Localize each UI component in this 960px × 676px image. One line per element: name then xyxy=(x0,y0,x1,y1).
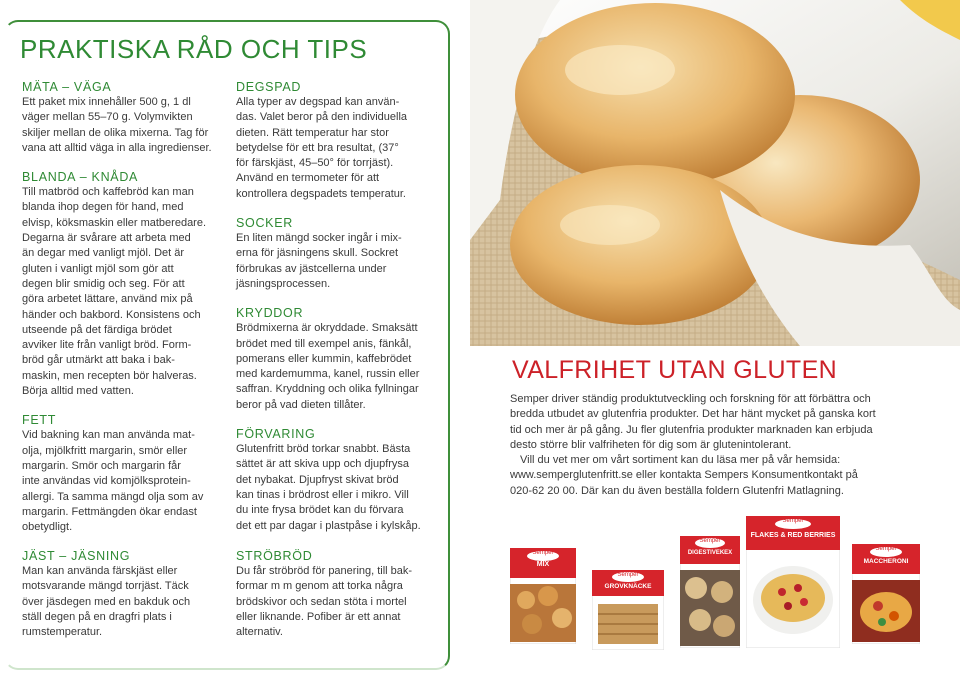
text-line: än degar med vanligt mjöl. Det är xyxy=(22,247,185,260)
text-line: över jäsdegen med en bakduk och xyxy=(22,595,191,608)
text-line: rumstemperatur. xyxy=(22,626,103,639)
text-line: motsvarande mängd torrjäst. Täck xyxy=(22,580,189,593)
text-line: Börja alltid med vatten. xyxy=(22,385,134,398)
section-text xyxy=(22,95,222,156)
text-line: utseende på det färdiga brödet xyxy=(22,323,172,336)
section-text xyxy=(236,442,442,534)
text-line: det nybakat. Djupfryst skivat bröd xyxy=(236,473,399,486)
text-line: brödskivor och sedan stöta i mortel xyxy=(236,595,407,608)
text-line: das. Valet beror på den individuella xyxy=(236,111,408,124)
product-package-maccheroni xyxy=(852,544,920,649)
column-1 xyxy=(22,80,222,549)
column-2 xyxy=(236,80,442,548)
text-line: 020-62 20 00. Där kan du även beställa foldern Glutenfri Matlagning. xyxy=(510,484,844,497)
text-line: allergi. Ta samma mängd olja som av xyxy=(22,490,204,503)
text-line: bröd går utmärkt att baka i bak- xyxy=(22,354,175,367)
text-line: blanda ihop degen för hand, med xyxy=(22,201,184,214)
text-line: kan tinas i brödrost eller i mikro. Vill xyxy=(236,488,409,501)
product-package-mix xyxy=(510,548,576,649)
product-package-grovknacke xyxy=(592,570,664,655)
text-line: En liten mängd socker ingår i mix- xyxy=(236,232,402,245)
section-kryddor xyxy=(236,306,442,413)
section-jast-jasning xyxy=(22,549,222,640)
text-line: göra arbetet lättare, använd mix på xyxy=(22,293,193,306)
section-text xyxy=(22,564,222,640)
text-line: Man kan använda färskjäst eller xyxy=(22,565,178,577)
text-line: desto större blir valfriheten för dig som är glutenintolerant. xyxy=(510,438,792,451)
section-heading: KRYDDOR xyxy=(236,306,304,321)
gluten-section-text xyxy=(510,392,920,499)
section-heading: MÄTA – VÄGA xyxy=(22,80,112,94)
section-degspad xyxy=(236,80,442,202)
product-name-label: MACCHERONI xyxy=(863,558,909,565)
text-line: Använd en termometer för att xyxy=(236,172,380,185)
section-forvaring xyxy=(236,427,442,534)
text-line: dieten. Rätt temperatur har stor xyxy=(236,126,389,139)
section-socker xyxy=(236,216,442,292)
section-heading: BLANDA – KNÅDA xyxy=(22,170,139,185)
section-text xyxy=(236,321,442,413)
product-row xyxy=(500,512,940,662)
column-3 xyxy=(22,549,222,654)
text-line: betydelse för ett bra resultat, (37° xyxy=(236,141,399,154)
product-brand-label: Semper xyxy=(532,550,554,556)
section-heading: FÖRVARING xyxy=(236,427,316,442)
text-line: Vill du vet mer om vårt sortiment kan du läsa mer på vår hemsida: xyxy=(520,454,841,467)
text-line: Alla typer av degspad kan använ- xyxy=(236,96,400,108)
text-line: olja, mjölkfritt margarin, smör eller xyxy=(22,444,188,457)
section-heading: STRÖBRÖD xyxy=(236,549,313,563)
text-line: sättet är att skiva upp och djupfrysa xyxy=(236,458,410,471)
text-line: kontrollera degspadets temperatur. xyxy=(236,187,406,200)
text-line: väger mellan 55–70 g. Volymvikten xyxy=(22,111,193,124)
text-line: avviker lite från vanligt bröd. Form- xyxy=(22,339,192,352)
product-brand-label: Semper xyxy=(875,546,897,552)
text-line: Du får ströbröd för panering, till bak- xyxy=(236,565,413,577)
page-title: PRAKTISKA RÅD OCH TIPS xyxy=(20,34,368,64)
section-heading: FETT xyxy=(22,413,57,428)
section-mata-vaga xyxy=(22,80,222,156)
gluten-section-title: VALFRIHET UTAN GLUTEN xyxy=(512,356,838,384)
product-package-flakes-red-berries xyxy=(746,516,840,653)
text-line: maskin, men recepten bör halveras. xyxy=(22,369,197,382)
section-text xyxy=(22,428,222,535)
text-line: du inte frysa brödet kan du förvara xyxy=(236,504,404,517)
text-line: www.semperglutenfritt.se eller kontakta Sempers Konsumentkontakt på xyxy=(510,469,858,482)
product-brand-label: Semper xyxy=(782,518,804,524)
bread-photo-illustration xyxy=(470,0,960,346)
product-name-label: GROVKNÄCKE xyxy=(604,583,652,590)
text-line: beror på vad dieten tillåter. xyxy=(236,398,366,411)
product-name-label: MIX xyxy=(536,561,550,568)
section-text xyxy=(236,564,442,640)
product-name-label: DIGESTIVEKEX xyxy=(687,550,733,556)
section-heading: DEGSPAD xyxy=(236,80,302,94)
product-brand-label: Semper xyxy=(617,572,639,578)
text-line: för färskjäst, 45–50° för torrjäst). xyxy=(236,157,394,170)
bread-photo xyxy=(470,0,960,346)
text-line: jäsningsprocessen. xyxy=(236,277,331,290)
text-line: Till matbröd och kaffebröd kan man xyxy=(22,186,194,199)
text-line: margarin. Smör och margarin får xyxy=(22,459,181,472)
text-line: Degarna är svårare att arbeta med xyxy=(22,232,191,245)
text-line: med kardemumma, kanel, russin eller xyxy=(236,368,420,381)
product-name-label: FLAKES & RED BERRIES xyxy=(750,532,836,539)
text-line: alternativ. xyxy=(236,626,283,639)
section-strobrod xyxy=(236,549,442,640)
gluten-paragraph-1 xyxy=(510,392,920,453)
text-line: elvisp, köksmaskin eller matberedare. xyxy=(22,216,207,229)
text-line: inte användas vid komjölksprotein- xyxy=(22,475,191,488)
text-line: gluten i vanligt mjöl som gör att xyxy=(22,262,174,275)
text-line: Vid bakning kan man använda mat- xyxy=(22,429,195,442)
text-line: skiljer mellan de olika mixerna. Tag för xyxy=(22,126,209,139)
section-heading: SOCKER xyxy=(236,216,293,231)
text-line: förbrukas av jästcellerna under xyxy=(236,262,387,275)
text-line: erna för jäsningens skull. Sockret xyxy=(236,247,399,260)
column-4 xyxy=(236,549,442,654)
text-line: tid och mer är på gång. Ju fler glutenfria produkter marknaden kan erbjuda xyxy=(510,423,873,436)
text-line: vana att alltid väga in alla ingredienser. xyxy=(22,141,212,154)
text-line: formar m m genom att torka några xyxy=(236,580,403,593)
text-line: Glutenfritt bröd torkar snabbt. Bästa xyxy=(236,443,411,456)
text-line: degen blir smidig och seg. För att xyxy=(22,277,185,290)
text-line: bredda utbudet av glutenfria produkter. Det har hänt mycket på ganska kort xyxy=(510,408,876,421)
text-line: det ett par dagar i plastpåse i kylskåp. xyxy=(236,519,421,532)
text-line: saffran. Kryddning och olika fyllningar xyxy=(236,383,419,396)
text-line: Semper driver ständig produktutveckling och forskning för att förbättra och xyxy=(510,393,871,405)
text-line: eller liknande. Pofiber är ett annat xyxy=(236,610,401,623)
gluten-paragraph-2 xyxy=(510,453,920,499)
section-text xyxy=(236,95,442,202)
product-package-digestivekex xyxy=(680,536,740,653)
section-heading: JÄST – JÄSNING xyxy=(22,549,131,563)
text-line: obetydligt. xyxy=(22,521,73,534)
section-blanda-knada xyxy=(22,170,222,399)
product-brand-label: Semper xyxy=(699,538,721,544)
text-line: pomerans eller kummin, kaffebrödet xyxy=(236,352,412,365)
section-text xyxy=(236,231,442,292)
text-line: ställ degen på en dragfri plats i xyxy=(22,610,172,623)
text-line: händer och bakbord. Konsistens och xyxy=(22,308,201,321)
text-line: brödet med till exempel anis, fänkål, xyxy=(236,337,412,350)
text-line: margarin. Fettmängden ökar endast xyxy=(22,505,197,518)
section-fett xyxy=(22,413,222,535)
text-line: Brödmixerna är okryddade. Smaksätt xyxy=(236,322,418,335)
section-text xyxy=(22,185,222,399)
text-line: Ett paket mix innehåller 500 g, 1 dl xyxy=(22,96,191,108)
